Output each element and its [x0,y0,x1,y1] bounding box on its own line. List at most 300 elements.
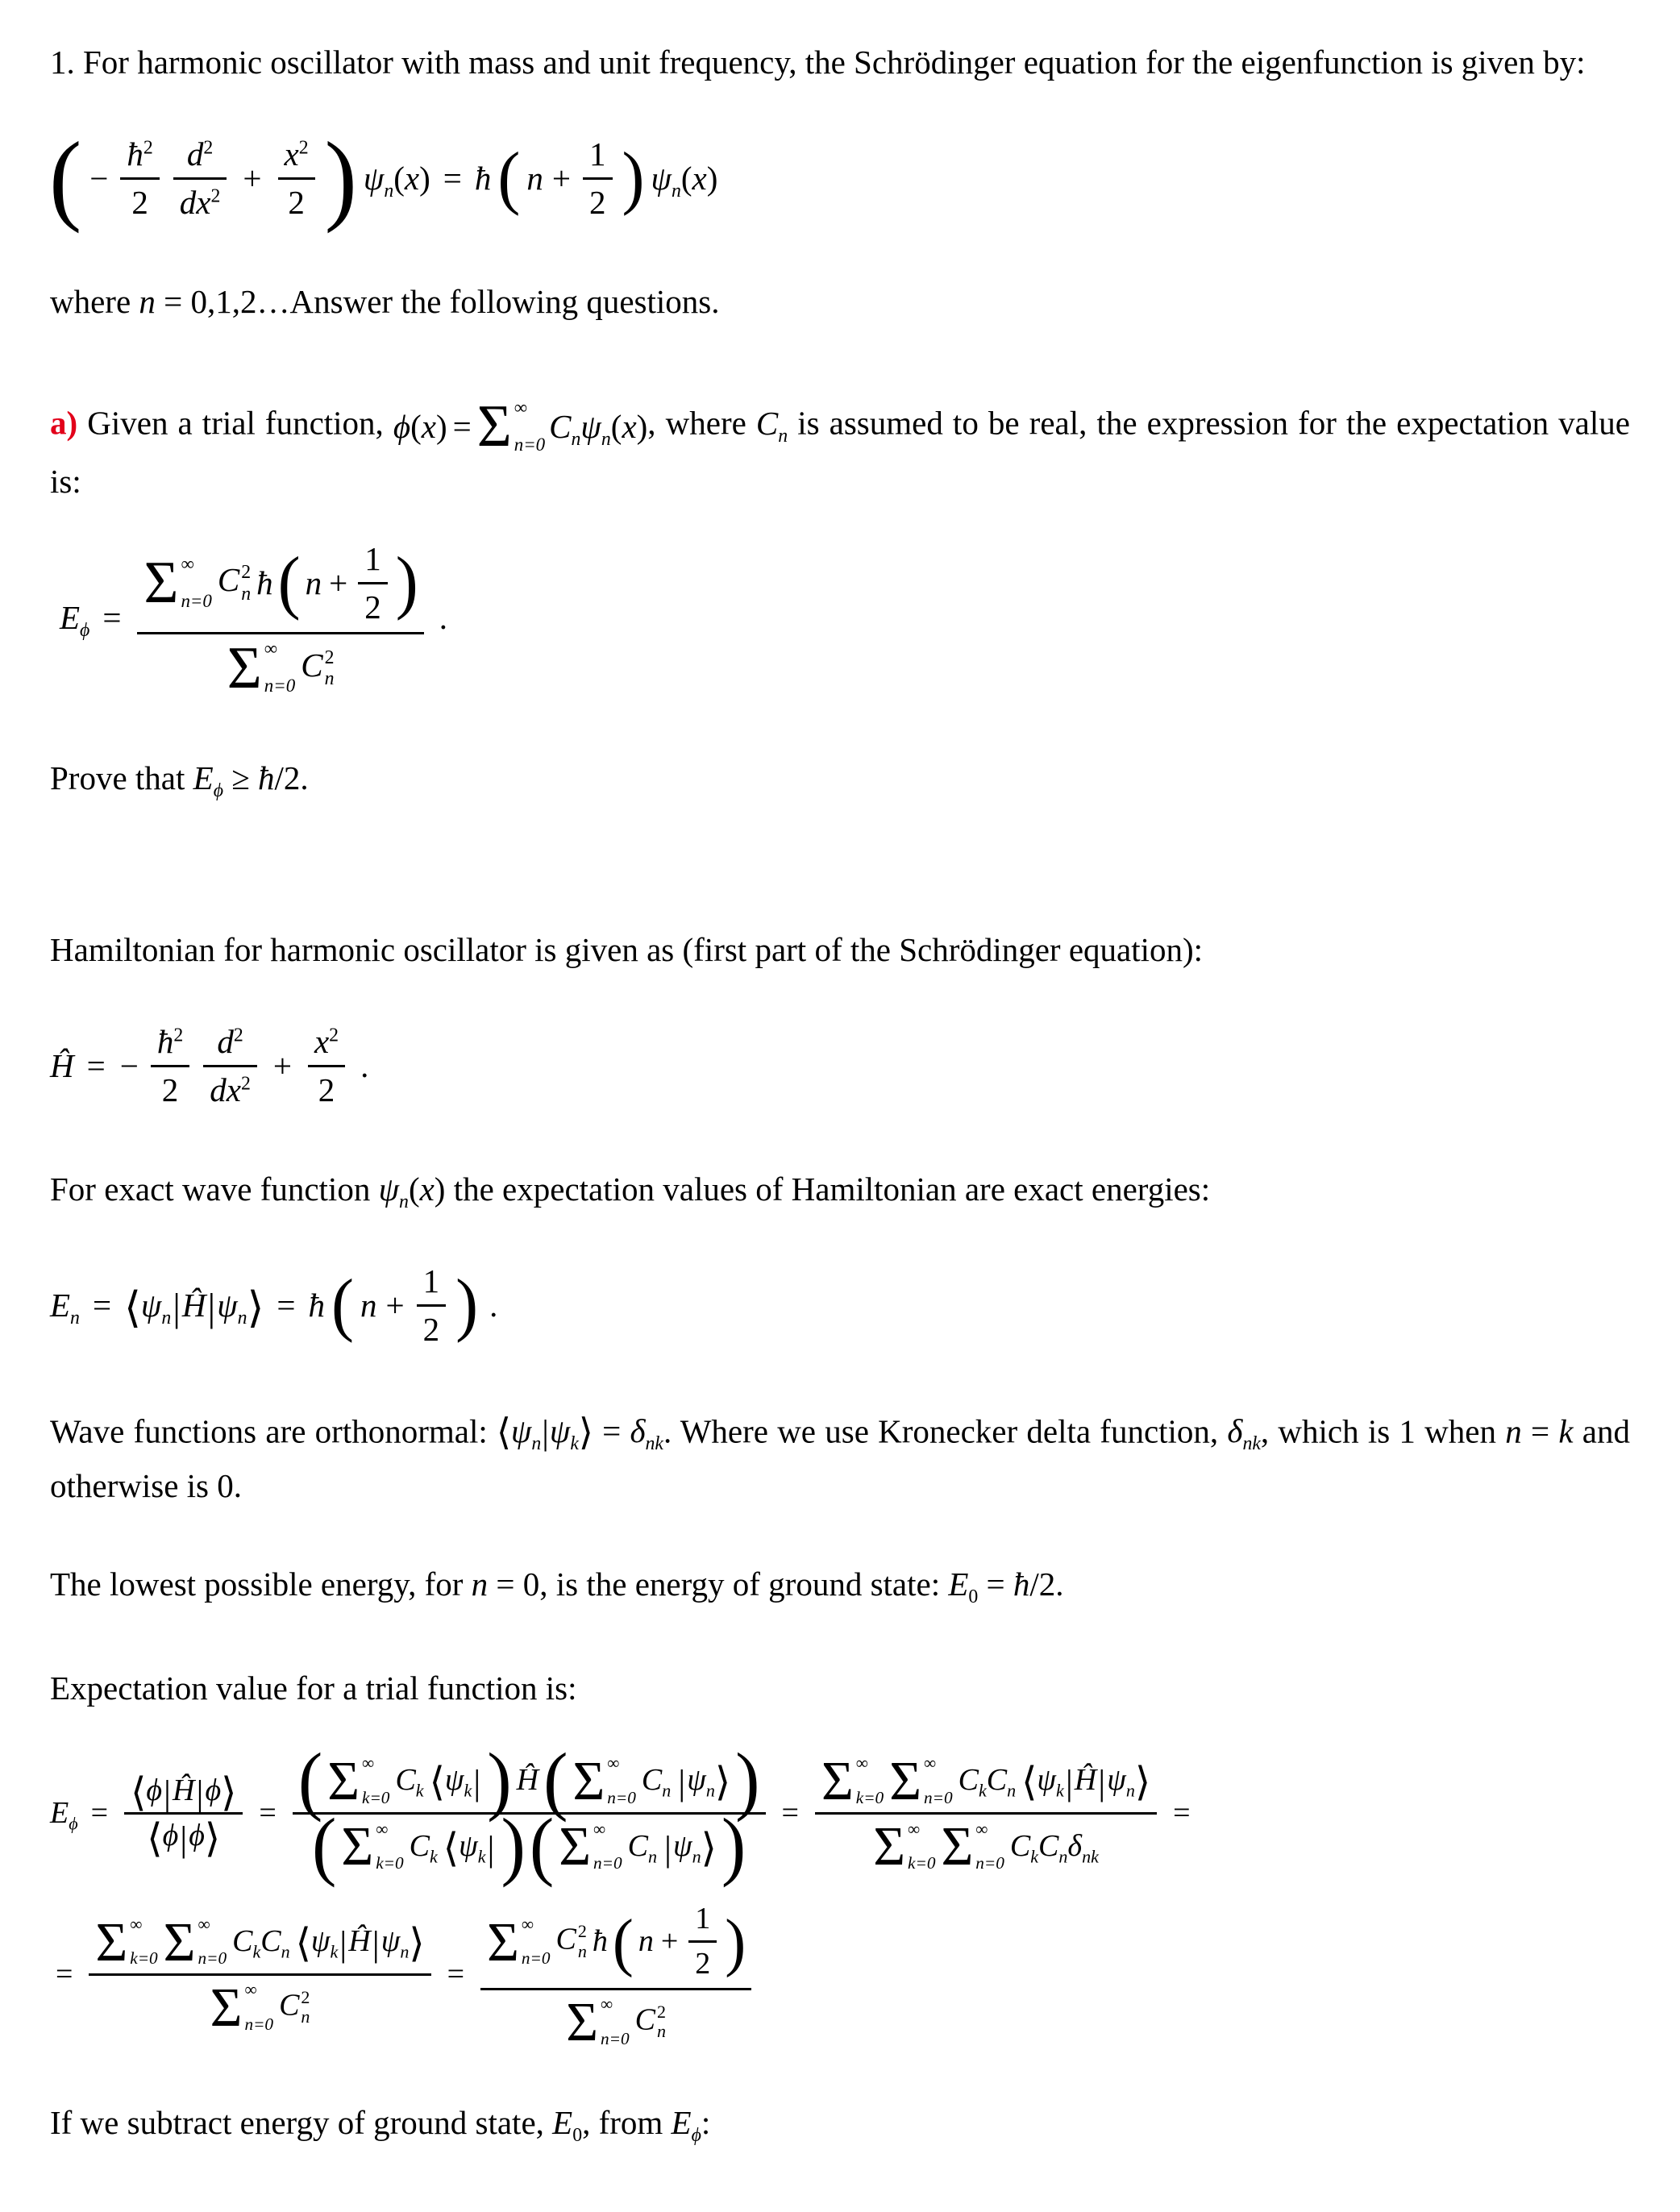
denominator [559,1993,672,2051]
text-where_post: = 0,1,2…Answer the following questions. [155,282,720,320]
fraction-bar [89,1973,430,1976]
math-group [127,135,152,173]
schrodinger-equation: ( − $\frac{ħ^2}{2}$ $\frac{d^2}{dx^2}$ + $\frac{x^2}{2}$ ) $\psi_n(x)$ = ħ ( n + $\frac{1}{2}$ ) $\psi_n(x)$ [49,122,718,235]
sym-nk: nk [1242,1433,1261,1455]
sym-phi: ϕ [69,1813,78,1834]
math-group: ⟨ϕ|Ĥ|ϕ⟩ [131,1769,237,1815]
sym-k: k [430,1846,438,1867]
hbar [308,1287,325,1324]
sym-infinity: ∞ [198,1914,210,1934]
sym-n_eq_0: n=0 [607,1787,636,1807]
summation [889,1749,953,1811]
math-group [210,1071,251,1109]
sym-k: k [570,1433,579,1455]
sym-C: C [1009,1828,1031,1863]
sym-C: C [409,1828,430,1863]
math-group [549,401,647,453]
sym-C: C [986,1763,1008,1798]
sym-psi: ψ [378,1170,400,1208]
sym-equals: = [452,407,472,445]
sum-limits [244,1981,273,2034]
expectation-value-equation [60,537,1630,700]
sym-n: n [648,1846,658,1867]
sym-two: 2 [298,136,309,158]
sym-infinity: ∞ [376,1819,389,1839]
sym-n: n [692,1846,701,1867]
sym-n_eq_0: n=0 [601,2028,630,2048]
sym-E: E [948,1565,969,1603]
sym-rparen: ) [636,407,648,445]
fraction-d2-over-dx2 [203,1021,257,1111]
sym-infinity: ∞ [593,1819,606,1839]
numerator [815,1749,1157,1811]
sym-psi: ψ [363,159,385,197]
denominator: ( Σ ∞ k=0 $C_k$ $⟨\psi_k|$ ) ( Σ ∞ n=0 $C_n$ $|\psi_n⟩$ ) [312,1803,746,1889]
sym-C: C [755,404,779,442]
text-lowest_pre: The lowest possible energy, for [50,1565,472,1603]
sym-two: 2 [131,183,148,221]
sym-n: n [301,2006,310,2027]
equals-sign: = [56,1956,73,1991]
braket-psi-H-psi: $⟨\psi_n|Ĥ|\psi_n⟩$ [124,1284,264,1333]
sym-n: n [305,563,322,601]
sym-sigma: Σ [566,1991,599,2052]
sym-d: d [217,1022,234,1060]
sym-rparen: ) [706,159,718,197]
E-phi [193,759,223,801]
sym-infinity: ∞ [855,1753,868,1773]
summation [476,393,546,459]
left-angle-bracket: ⟨ [496,1412,511,1453]
math-group: ⟨ϕ|ϕ⟩ [147,1815,221,1861]
sym-H_hat: Ĥ [181,1286,206,1324]
sym-sigma: Σ [821,1749,854,1811]
subsup-stack [301,1988,310,2027]
sym-hbar: ħ [258,759,275,796]
n-equals-k [1505,1412,1573,1449]
fraction-hbar2-over-2 [120,134,159,223]
sym-n: n [384,180,394,202]
sym-two: 2 [577,1921,587,1942]
sym-infinity: ∞ [362,1753,375,1773]
sym-sigma: Σ [941,1815,974,1877]
ket-psi-n: $|\psi_n⟩$ [678,1760,731,1805]
sym-two: 2 [329,1025,339,1046]
sym-k: k [415,1780,424,1801]
fraction-one-half [358,538,388,628]
math-group [1010,1829,1099,1865]
math-group [641,1763,672,1801]
math-group [187,135,213,173]
sym-x: x [692,159,707,197]
sym-n_eq_0: n=0 [514,434,546,455]
sym-psi: ψ [310,1923,331,1958]
where-line [50,276,1630,328]
hamiltonian-paragraph: Hamiltonian for harmonic oscillator is given as (first part of the Schrödinger equation): [50,931,1204,969]
sym-lparen: ( [408,1170,420,1208]
summation [821,1749,884,1811]
math-group [306,564,322,602]
equals-sign: = [781,1795,799,1830]
equals-sign: = [92,1286,112,1324]
subsup-stack [657,2002,666,2042]
sym-n: n [601,428,611,450]
minus-sign: − [89,159,109,197]
sym-psi: ψ [217,1286,238,1324]
fraction-hbar2-over-2 [151,1021,189,1111]
sym-n: n [662,1780,672,1801]
summation [941,1815,1004,1877]
numerator [124,1769,243,1815]
equals-sign: = [1173,1795,1191,1830]
sym-two: 2 [364,588,381,626]
exact-energy-equation: $E_n$ = $⟨\psi_n|Ĥ|\psi_n⟩$ = ħ ( n + $\frac{1}{2}$ ) . [50,1261,1630,1350]
sym-sigma: Σ [559,1815,592,1877]
fraction-one-half [583,134,613,223]
E-phi [671,2104,701,2147]
numerator [151,1021,189,1062]
sym-infinity: ∞ [975,1819,988,1839]
sym-psi: ψ [580,407,601,445]
E-phi [50,1796,78,1832]
main-fraction [137,537,423,700]
sym-lparen: ( [393,159,405,197]
text-a_rest: is assumed to be real, the expression for the expectation value is: [50,404,1630,501]
subsup-stack [241,562,251,605]
sym-infinity: ∞ [181,553,194,574]
C-squared-n [556,1922,587,1961]
sym-delta: δ [1067,1828,1083,1863]
minus-sign: − [119,1046,139,1084]
sum-limits [198,1915,227,1969]
sym-k_eq_0: k=0 [908,1853,936,1873]
fraction-final [480,1898,751,2052]
sym-n: n [70,1307,80,1328]
sym-n: n [577,1940,587,1961]
sym-H_hat: Ĥ [348,1923,371,1958]
E-zero [948,1565,979,1607]
sym-nk: nk [645,1433,663,1455]
text-eq_sp: = [978,1565,1013,1603]
sym-n_eq_0: n=0 [593,1853,622,1873]
sym-C: C [958,1763,979,1798]
sym-psi: ψ [673,1828,692,1863]
sym-rparen: ) [434,1170,446,1208]
sym-C: C [634,2002,656,2036]
sym-C: C [279,1987,300,2022]
sym-two: 2 [203,136,214,158]
sym-k_eq_0: k=0 [362,1787,390,1807]
sym-two: 2 [241,562,252,584]
summation [487,1911,551,1973]
E-phi [60,599,90,642]
sym-C: C [627,1828,648,1863]
text-ortho_mid: . Where we use Kronecker delta function, [663,1412,1228,1450]
E-n [50,1286,80,1328]
part-a-label: a) [50,404,78,442]
fraction-bar [583,177,613,180]
fraction-x2-over-2 [308,1021,345,1111]
fraction-bar [278,177,315,180]
equals-sign: = [86,1046,106,1084]
sym-n: n [1058,1846,1068,1867]
sym-infinity: ∞ [514,397,528,418]
sym-sigma: Σ [572,1749,605,1811]
sym-phi: ϕ [162,1819,179,1853]
sym-E: E [50,1286,71,1324]
sym-H_hat: Ĥ [173,1773,195,1807]
sum-limits [607,1754,636,1807]
math-group [395,1763,424,1801]
math-group [410,1829,438,1865]
summation [873,1815,936,1877]
sym-n: n [400,1941,410,1962]
sym-one: 1 [589,135,606,173]
summation [341,1815,404,1877]
sym-sigma: Σ [143,549,179,616]
fraction-bar [308,1065,345,1067]
sym-two: 2 [233,1025,243,1046]
sym-two: 2 [161,1071,179,1109]
sym-k: k [1030,1846,1039,1867]
numerator: Σ ∞ n=0 C 2 n ħ ( n + $\frac{1}{2}$ ) [480,1898,751,1985]
sym-x: x [284,135,299,173]
sym-n: n [526,159,543,197]
sym-psi: ψ [549,1412,571,1450]
sym-hbar: ħ [1013,1565,1030,1603]
sym-n: n [399,1191,409,1213]
sym-H_hat: Ĥ [1074,1763,1097,1798]
C-squared-n [635,2002,666,2042]
math-group [232,1924,290,1960]
sym-two: 2 [173,1025,184,1046]
text-exact_pre: For exact wave function [50,1170,379,1208]
text-colon: : [701,2104,711,2142]
sym-one: 1 [695,1901,711,1936]
fraction-bar [137,632,423,634]
sym-C: C [232,1923,253,1958]
sym-d: d [186,135,204,173]
sym-psi: ψ [651,159,672,197]
psi-n-of-x [651,159,718,202]
sum-limits [522,1915,551,1969]
subsup-stack [325,647,335,690]
ground-state-paragraph [50,1559,1630,1611]
sym-psi: ψ [444,1763,464,1798]
text-eq_sp: = [1521,1412,1559,1450]
sym-sigma: Σ [341,1815,374,1877]
sym-infinity: ∞ [601,1994,613,2014]
fraction-one-half [688,1900,717,1984]
fraction-x2-over-2 [278,134,315,223]
sym-phi: ϕ [691,2125,701,2147]
sym-n: n [324,668,335,690]
sym-n: n [531,1433,542,1455]
sym-two: 2 [589,183,606,221]
sym-sigma: Σ [95,1911,128,1973]
sym-phi: ϕ [189,1819,205,1853]
sym-sigma: Σ [487,1911,519,1973]
delta-nk-symbol [1227,1412,1261,1455]
text-a_where: , where [647,404,756,442]
period: . [439,599,448,637]
sym-zero: 0 [968,1586,979,1607]
sym-psi: ψ [140,1286,162,1324]
plus-sign: + [385,1286,405,1324]
sym-n: n [1125,1780,1135,1801]
fraction-bar [120,177,159,180]
sym-psi: ψ [1107,1763,1126,1798]
sym-two: 2 [143,136,153,158]
sym-C: C [549,407,572,445]
text-a_given: Given a trial function, [77,404,393,442]
summation [559,1815,622,1877]
C-squared-n [279,1988,310,2027]
psi-n-of-x [378,1170,446,1213]
sym-hbar: ħ [256,563,273,601]
sym-k_eq_0: k=0 [376,1853,404,1873]
psi-n-of-x [363,159,430,202]
sum-limits [181,555,211,612]
sum-limits [130,1915,157,1969]
sym-infinity: ∞ [924,1753,937,1773]
hbar [593,1924,608,1960]
equals-sign: = [259,1795,277,1830]
text-subtract_mid: , from [582,2104,672,2142]
math-group [285,135,309,173]
sym-E: E [671,2104,692,2142]
sym-two: 2 [240,1073,251,1095]
numerator [278,134,315,175]
denominator [867,1817,1105,1875]
denominator [203,1070,257,1111]
sym-n: n [360,1286,377,1324]
period: . [360,1046,369,1084]
C-squared-n [218,561,251,605]
math-group [360,1287,377,1324]
text-where_pre: where [50,282,139,320]
numerator [120,134,159,175]
sym-two: 2 [301,1986,310,2007]
hbar [475,160,492,198]
sym-infinity: ∞ [244,1980,257,2000]
sym-x: x [419,1170,435,1208]
sym-C: C [260,1923,281,1958]
sym-n: n [281,1941,290,1962]
sym-H_hat: Ĥ [516,1763,539,1798]
fraction-bar [815,1812,1157,1815]
sym-E: E [50,1795,69,1830]
sym-rparen: ) [419,159,430,197]
ket-psi-n: $|\psi_n⟩$ [664,1825,717,1870]
sym-infinity: ∞ [908,1819,921,1839]
sym-E: E [60,599,81,637]
equals-sign: = [447,1956,465,1991]
sym-psi: ψ [687,1763,706,1798]
sym-k: k [1558,1412,1574,1450]
sym-hbar: ħ [127,135,143,173]
sym-n_eq_0: n=0 [924,1787,953,1807]
sum-limits [376,1820,403,1873]
plus-sign: + [551,159,572,197]
sym-n: n [571,428,581,450]
fraction-bar [688,1940,717,1943]
math-group [217,1023,243,1061]
sym-n: n [778,425,788,447]
denominator [173,182,227,223]
sym-E: E [552,2104,573,2142]
sym-infinity: ∞ [607,1753,620,1773]
sym-n: n [237,1307,247,1328]
sym-C: C [555,1922,576,1956]
text-subtract_pre: If we subtract energy of ground state, [50,2104,553,2142]
sym-one: 1 [364,539,381,577]
sym-two: 2 [288,183,305,221]
sym-n: n [139,282,156,320]
sym-infinity: ∞ [521,1914,534,1934]
sym-dx: dx [179,183,211,221]
math-group [393,401,447,453]
sym-dx: dx [210,1071,241,1109]
subsup-stack [578,1922,587,1961]
sym-two: 2 [324,647,335,668]
plus-sign: + [272,1046,292,1084]
denominator [204,1977,317,2039]
fraction-bar [151,1065,189,1067]
sum-limits [908,1820,935,1873]
orthonormal-formula [496,1412,663,1455]
summation [210,1977,274,2039]
fraction-bar [480,1988,751,1990]
sym-C: C [1038,1828,1059,1863]
sym-n_eq_0: n=0 [198,1948,227,1969]
numerator [89,1913,430,1971]
equals-sign: = [102,599,122,637]
bra-psi-k: $⟨\psi_k|$ [443,1825,495,1870]
sym-k: k [330,1941,339,1962]
plus-sign: + [243,159,262,197]
sym-psi: ψ [1037,1763,1057,1798]
fraction-bar [173,177,227,180]
sym-n_eq_0: n=0 [521,1948,551,1969]
sym-x: x [404,159,420,197]
H-hat [517,1763,539,1798]
sym-sigma: Σ [227,634,262,701]
sym-two: 2 [422,1310,440,1348]
sum-limits [975,1820,1004,1873]
sym-hbar: ħ [592,1923,608,1958]
summation [572,1749,636,1811]
sym-two: 2 [695,1947,711,1981]
sym-x: x [622,407,637,445]
math-group [526,160,543,198]
sym-sigma: Σ [873,1815,906,1877]
sym-infinity: ∞ [264,638,278,659]
trial-function-formula [393,393,648,459]
sym-H_hat: Ĥ [50,1046,74,1084]
sym-n: n [471,1565,489,1603]
C-squared-n [301,647,334,690]
bra-psi-k: $⟨\psi_k|$ [429,1760,481,1805]
sym-n: n [1007,1780,1017,1801]
sym-n_eq_0: n=0 [181,590,212,611]
sym-k: k [978,1780,987,1801]
text-exact_post: the expectation values of Hamiltonian are exact energies: [445,1170,1211,1208]
fraction-double-sum [815,1749,1157,1877]
math-group [628,1829,657,1865]
sym-phi: ϕ [146,1773,163,1807]
exact-wavefunction-paragraph [50,1164,1630,1216]
